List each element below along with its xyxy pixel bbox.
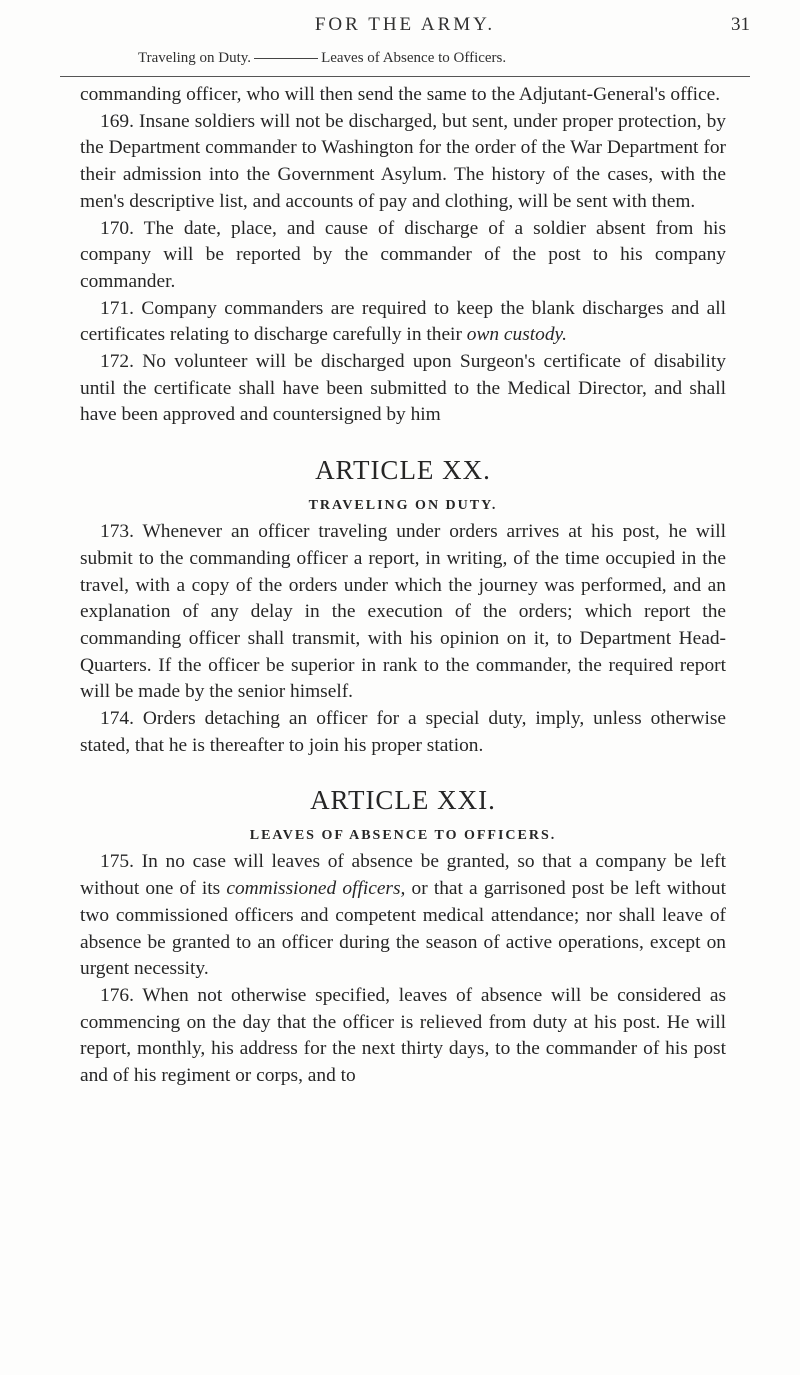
- paragraph-175-text-b: or that a garrisoned post be left without two commissioned officers and competent medical attendance; nor shall leave of absence be granted to an officer during the season of active operations, except on urgent necessity.: [80, 878, 726, 980]
- paragraph-171-emphasis: own custody.: [466, 324, 567, 346]
- page-number: 31: [731, 14, 750, 35]
- article-21-subtitle: LEAVES OF ABSENCE TO OFFICERS.: [249, 828, 557, 844]
- paragraph-169: 169. Insane soldiers will not be discharged, but sent, under proper protection, by the Department commander to Washington for the order of the War Department for their admission into the Government Asylum. The history of the cases, with the men's descriptive list, and accounts of pay and clothing, will be sent with them.: [80, 110, 726, 212]
- running-head: [60, 14, 750, 44]
- paragraph-176: 176. When not otherwise specified, leaves of absence will be considered as commencing on the day that the officer is relieved from duty at his post. He will report, monthly, his address for the next thirty days, to the commander of his post and of his regiment or corps, and to: [80, 984, 726, 1087]
- paragraph-174: 174. Orders detaching an officer for a special duty, imply, unless otherwise stated, that he is thereafter to join his proper station.: [80, 708, 726, 756]
- paragraph-170: 170. The date, place, and cause of discharge of a soldier absent from his company will be reported by the commander of the post to his company commander.: [80, 217, 726, 292]
- paragraph-173: 173. Whenever an officer traveling under orders arrives at his post, he will submit to the commanding officer a report, in writing, of the time occupied in the travel, with a copy of the orders under which the journey was performed, and an explanation of any delay in the execution of the orders; which report the commanding officer shall transmit, with his opinion on it, to Department Head-Quarters. If the officer be superior in rank to the commander, the required report will be made by the senior himself.: [80, 521, 726, 703]
- paragraph-175: [80, 849, 726, 983]
- paragraph-171: [80, 296, 726, 349]
- section-subhead: [60, 50, 750, 67]
- subhead-left: Traveling on Duty.: [138, 50, 252, 66]
- header-rule: [60, 76, 750, 77]
- paragraph-171-text: 171. Company commanders are required to keep the blank discharges and all certificates relating to discharge carefully in their: [80, 297, 726, 346]
- subhead-dash: [254, 58, 318, 59]
- paragraph-175-emphasis: commissioned officers,: [226, 878, 406, 900]
- running-title: FOR THE ARMY.: [314, 14, 496, 35]
- paragraph-172: 172. No volunteer will be discharged upon Surgeon's certificate of disability until the certificate shall have been submitted to the Medical Director, and shall have been approved and countersigned by him: [80, 351, 726, 426]
- subhead-right: Leaves of Absence to Officers.: [321, 50, 507, 66]
- article-20-title: ARTICLE XX.: [315, 455, 491, 486]
- article-20-subtitle: TRAVELING ON DUTY.: [308, 498, 498, 514]
- paragraph-175-text-a: 175. In no case will leaves of absence be granted, so that a company be left without one of its: [80, 851, 726, 900]
- paragraph-continued: commanding officer, who will then send the same to the Adjutant-General's office.: [80, 84, 721, 105]
- article-21-title: ARTICLE XXI.: [310, 785, 496, 816]
- page-body: [80, 82, 726, 1090]
